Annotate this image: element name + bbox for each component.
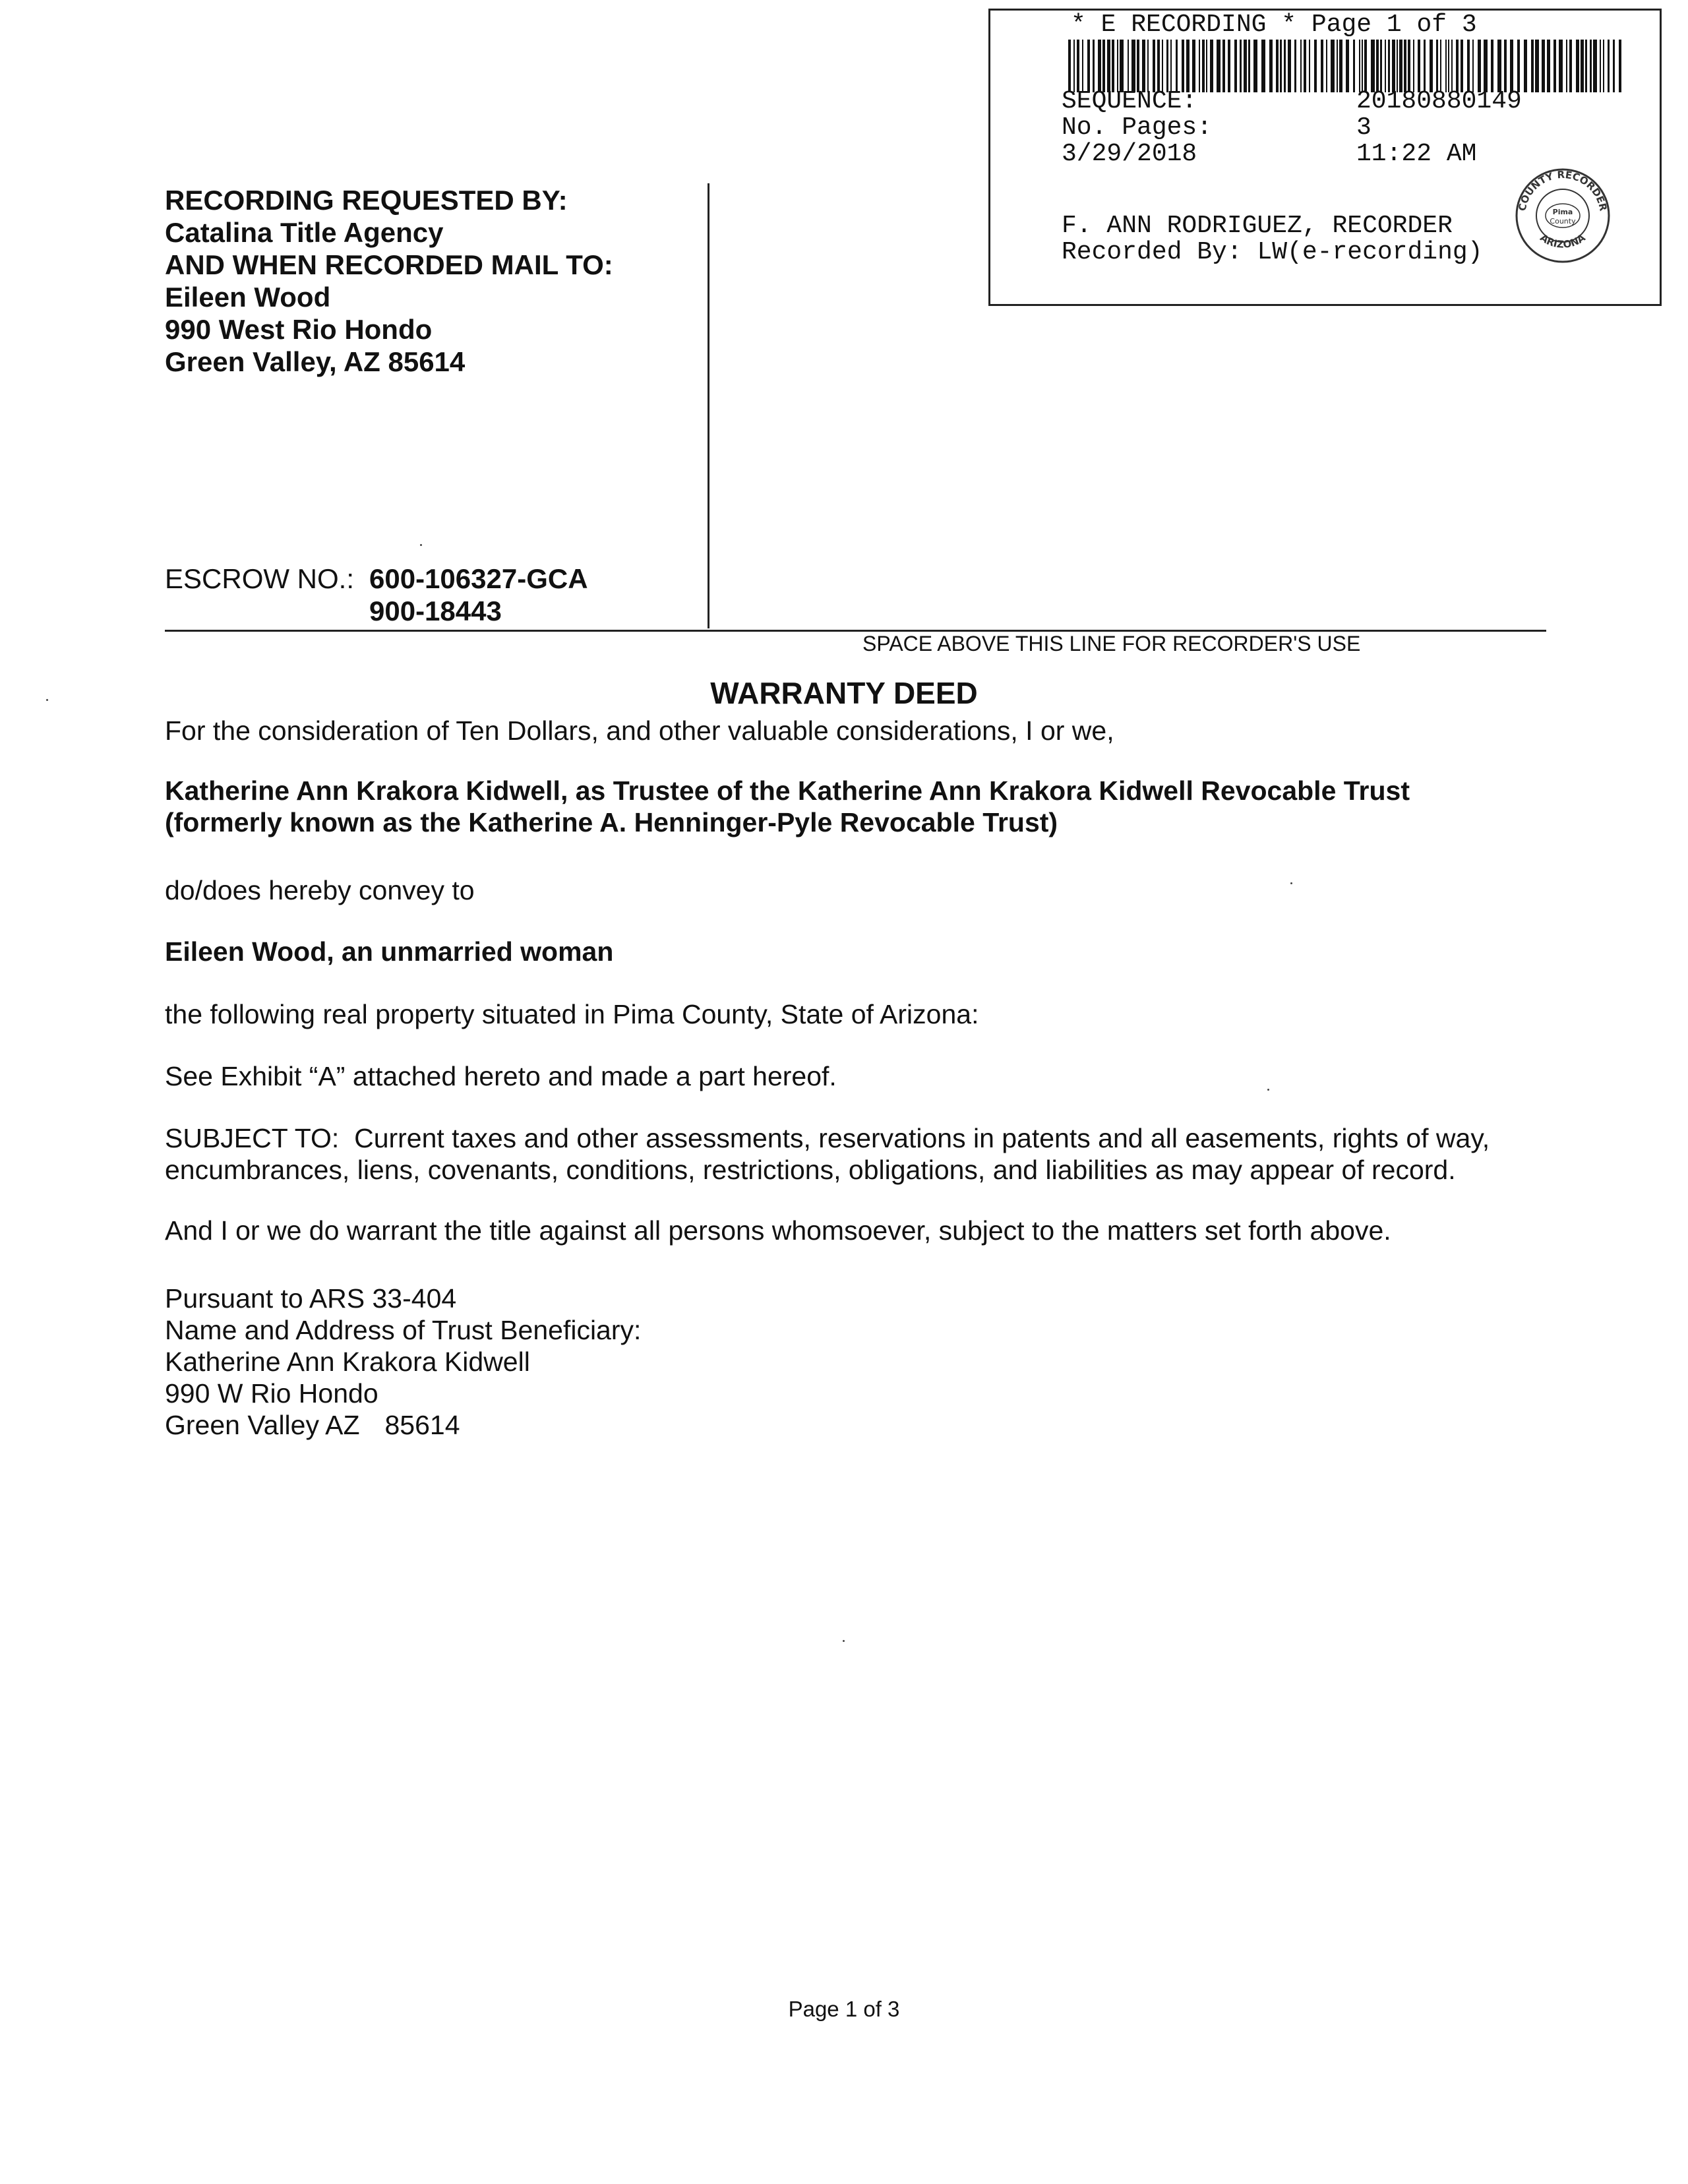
sequence-label: SEQUENCE: [1062,87,1197,115]
barcode-bar [1331,40,1335,92]
barcode-bar [1107,40,1110,92]
barcode-bar [1269,40,1273,92]
barcode-bar [1418,40,1420,92]
barcode-bar [1210,40,1213,92]
barcode-bar [1142,40,1145,92]
grantor-paragraph [165,775,1556,838]
barcode-bar [1371,40,1375,92]
barcode-bar [1077,40,1079,92]
scan-speck [46,699,48,701]
consideration-paragraph: For the consideration of Ten Dollars, and other valuable considerations, I or we, [165,715,1114,746]
barcode-bar [1314,40,1317,92]
barcode-bar [1472,40,1474,92]
pages-label: No. Pages: [1062,113,1213,142]
barcode-bar [1128,40,1129,92]
barcode-bar [1276,40,1279,92]
barcode-bar [1436,40,1438,92]
beneficiary-name: Katherine Ann Krakora Kidwell [165,1347,530,1377]
barcode-bar [1087,40,1090,92]
barcode [1068,40,1623,92]
barcode-bar [1608,40,1610,92]
barcode-bar [1186,40,1190,92]
property-paragraph: the following real property situated in Pima County, State of Arizona: [165,999,979,1029]
barcode-bar [1392,40,1395,92]
barcode-bar [1337,40,1338,92]
barcode-bar [1542,40,1545,92]
seal-top-text: COUNTY RECORDER [1516,168,1610,212]
barcode-bar [1478,40,1481,92]
recording-request-block [165,184,613,378]
barcode-bar [1619,40,1621,92]
mail-to-label: AND WHEN RECORDED MAIL TO: [165,249,613,280]
barcode-bar [1504,40,1507,92]
barcode-bar [1098,40,1101,92]
barcode-bar [1206,40,1207,92]
recorder-stamp-box [988,9,1662,306]
barcode-bar [1117,40,1118,92]
barcode-bar [1234,40,1237,92]
warranty-paragraph: And I or we do warrant the title against all persons whomsoever, subject to the matters set forth above. [165,1215,1391,1246]
barcode-bar [1192,40,1195,92]
recording-time: 11:22 AM [1356,140,1477,168]
barcode-bar [1445,40,1447,92]
barcode-bar [1157,40,1160,92]
barcode-bar [1456,40,1459,92]
barcode-bar [1202,40,1205,92]
barcode-bar [1413,40,1414,92]
barcode-bar [1244,40,1247,92]
pursuant-line: Pursuant to ARS 33-404 [165,1283,457,1314]
grantor-line-2: (formerly known as the Katherine A. Henninger-Pyle Revocable Trust) [165,807,1058,837]
recording-date: 3/29/2018 [1062,140,1197,168]
barcode-bar [1359,40,1360,92]
barcode-bar [1613,40,1615,92]
barcode-bar [1430,40,1433,92]
barcode-bar [1408,40,1410,92]
beneficiary-label: Name and Address of Trust Beneficiary: [165,1315,642,1345]
barcode-bar [1524,40,1527,92]
barcode-bar [1531,40,1534,92]
barcode-bar [1376,40,1379,92]
barcode-bar [1300,40,1302,92]
barcode-bar [1364,40,1367,92]
subject-to-paragraph [165,1122,1556,1186]
barcode-bar [1581,40,1584,92]
barcode-bar [1261,40,1265,92]
barcode-bar [1346,40,1349,92]
seal-bottom-text: ARIZONA [1538,231,1588,251]
exhibit-paragraph: See Exhibit “A” attached hereto and made a part hereof. [165,1061,837,1091]
barcode-bar [1467,40,1470,92]
barcode-bar [1166,40,1168,92]
scan-speck [1290,882,1292,884]
barcode-bar [1222,40,1225,92]
escrow-number-1: 600-106327-GCA [369,563,588,594]
barcode-bar [1451,40,1453,92]
county-seal-icon [1513,166,1612,265]
barcode-bar [1120,40,1124,92]
barcode-bar [1553,40,1556,92]
mail-name: Eileen Wood [165,282,331,313]
barcode-bar [1304,40,1306,92]
barcode-bar [1404,40,1406,92]
barcode-bar [1517,40,1520,92]
beneficiary-zip: 85614 [384,1410,460,1440]
barcode-bar [1082,40,1083,92]
convey-paragraph: do/does hereby convey to [165,875,475,905]
barcode-bar [1397,40,1398,92]
subject-line-1: SUBJECT TO: Current taxes and other assessments, reservations in patents and all easements, rights of way, [165,1123,1490,1153]
beneficiary-city-line [165,1409,1556,1441]
barcode-bar [1102,40,1105,92]
barcode-bar [1603,40,1604,92]
barcode-bar [1240,40,1242,92]
barcode-bar [1253,40,1257,92]
barcode-bar [1484,40,1488,92]
barcode-bar [1217,40,1221,92]
barcode-bar [1590,40,1592,92]
mail-city: Green Valley, AZ 85614 [165,346,466,377]
barcode-bar [1461,40,1463,92]
barcode-bar [1559,40,1563,92]
barcode-bar [1228,40,1230,92]
scan-speck [1267,1089,1269,1091]
barcode-bar [1153,40,1155,92]
barcode-bar [1131,40,1135,92]
page-number: Page 1 of 3 [788,1997,900,2021]
barcode-bar [1093,40,1095,92]
recorded-by: Recorded By: LW(e-recording) [1062,238,1483,266]
barcode-bar [1535,40,1539,92]
subject-line-2: encumbrances, liens, covenants, conditions, restrictions, obligations, and liabilities as may appear of record. [165,1155,1456,1185]
barcode-bar [1339,40,1342,92]
barcode-bar [1399,40,1402,92]
barcode-bar [1248,40,1250,92]
barcode-bar [1576,40,1579,92]
barcode-bar [1199,40,1200,92]
barcode-bar [1309,40,1310,92]
barcode-bar [1448,40,1449,92]
barcode-bar [1288,40,1291,92]
barcode-bar [1176,40,1178,92]
space-above-note: SPACE ABOVE THIS LINE FOR RECORDER'S USE [862,632,1361,655]
beneficiary-city-state: Green Valley AZ [165,1410,360,1440]
barcode-bar [1569,40,1572,92]
barcode-bar [1321,40,1323,92]
recorder-name: F. ANN RODRIGUEZ, RECORDER [1062,212,1453,240]
escrow-label: ESCROW NO.: [165,563,355,594]
barcode-bar [1162,40,1163,92]
scan-speck [420,544,422,546]
requested-by-label: RECORDING REQUESTED BY: [165,185,568,216]
barcode-bar [1547,40,1550,92]
beneficiary-street: 990 W Rio Hondo [165,1378,378,1409]
escrow-number-2: 900-18443 [369,595,502,626]
escrow-block [165,562,588,627]
barcode-bar [1585,40,1587,92]
vertical-divider [708,183,709,628]
grantee-paragraph: Eileen Wood, an unmarried woman [165,936,614,967]
barcode-bar [1170,40,1172,92]
sequence-value: 20180880149 [1356,87,1522,115]
recording-header: * E RECORDING * Page 1 of 3 [1071,11,1477,39]
barcode-bar [1440,40,1441,92]
barcode-bar [1385,40,1386,92]
scan-speck [843,1640,845,1642]
barcode-bar [1326,40,1327,92]
barcode-bar [1112,40,1114,92]
seal-center-line1: Pima [1552,208,1573,216]
barcode-bar [1491,40,1493,92]
beneficiary-block [165,1283,1556,1441]
barcode-bar [1424,40,1426,92]
barcode-bar [1182,40,1184,92]
barcode-bar [1380,40,1382,92]
mail-street: 990 West Rio Hondo [165,314,433,345]
barcode-bar [1353,40,1355,92]
barcode-bar [1280,40,1282,92]
barcode-bar [1147,40,1149,92]
barcode-bar [1593,40,1597,92]
grantor-line-1: Katherine Ann Krakora Kidwell, as Trustee of the Katherine Ann Krakora Kidwell Revocable Trust [165,775,1410,806]
barcode-bar [1497,40,1501,92]
barcode-bar [1073,40,1075,92]
barcode-bar [1294,40,1296,92]
pages-value: 3 [1356,113,1372,142]
barcode-bar [1388,40,1390,92]
document-title: WARRANTY DEED [710,676,978,710]
barcode-bar [1566,40,1567,92]
requested-by: Catalina Title Agency [165,217,444,248]
seal-center-line2: County [1550,217,1576,226]
barcode-bar [1600,40,1601,92]
barcode-bar [1137,40,1139,92]
barcode-bar [1362,40,1363,92]
barcode-bar [1510,40,1513,92]
barcode-bar [1284,40,1286,92]
barcode-bar [1068,40,1071,92]
